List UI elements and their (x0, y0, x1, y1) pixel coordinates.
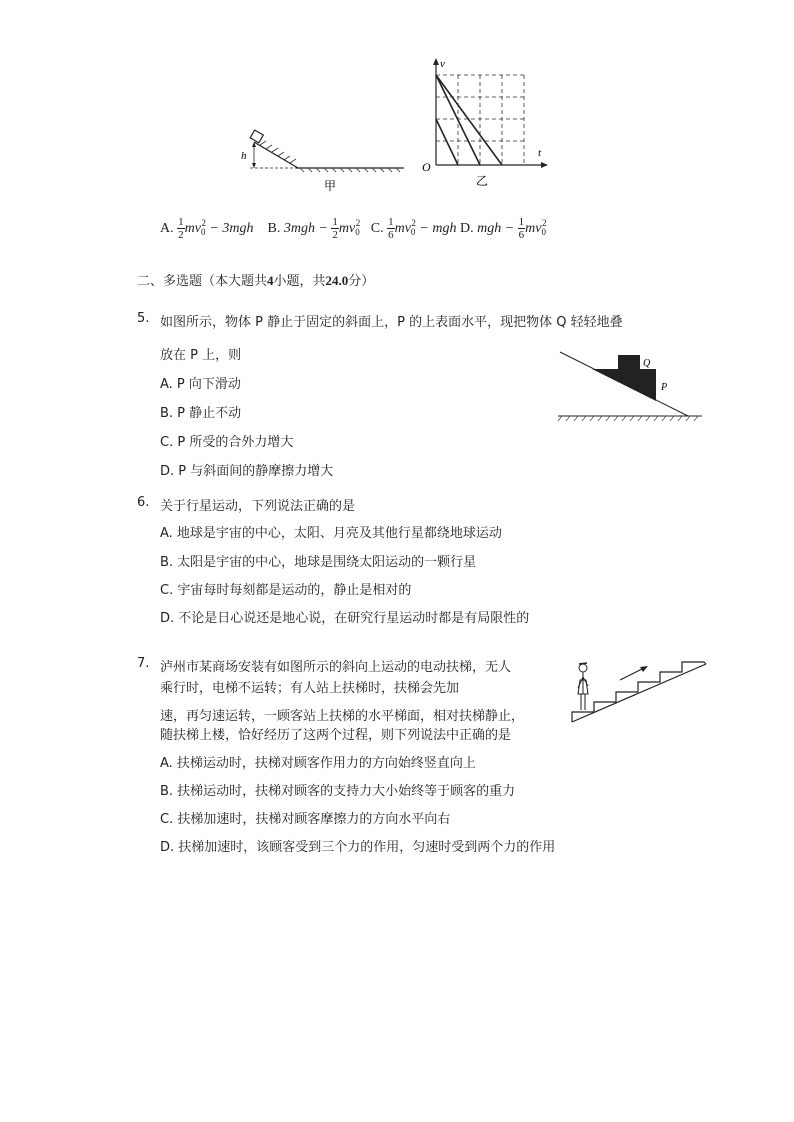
q5-number: 5. (137, 311, 150, 326)
origin-label: O (422, 160, 431, 174)
t-axis-label: t (538, 147, 542, 159)
q5-fig-p-label: P (661, 382, 668, 393)
q7-stem-line2: 乘行时，电梯不运转；有人站上扶梯时，扶梯会先加 (160, 681, 460, 696)
q5-option-d[interactable]: D. P 与斜面间的静摩擦力增大 (160, 464, 334, 479)
q4-option-c[interactable]: C. $\frac{1}{6}$ $mv_0^2$ − mgh (370, 216, 457, 241)
section-heading: 二、多选题（本大题共4小题，共24.0分） (137, 273, 375, 289)
q5-stem-line1: 如图所示，物体 P 静止于固定的斜面上，P 的上表面水平，现把物体 Q 轻轻地叠 (160, 315, 623, 330)
q6-option-c[interactable]: C. 宇宙每时每刻都是运动的，静止是相对的 (160, 583, 412, 598)
q5-option-c[interactable]: C. P 所受的合外力增大 (160, 435, 294, 450)
q5-option-b[interactable]: B. P 静止不动 (160, 406, 242, 421)
yi-caption: 乙 (476, 174, 489, 188)
q7-option-b[interactable]: B. 扶梯运动时，扶梯对顾客的支持力大小始终等于顾客的重力 (160, 784, 516, 799)
q5-fig-q-label: Q (643, 358, 651, 369)
q4-option-a[interactable]: A. $\frac{1}{2}$ $mv_0^2 - 3mgh$ (160, 216, 254, 241)
jia-caption: 甲 (324, 179, 337, 193)
h-label: h (241, 150, 247, 162)
v-axis-label: v (440, 58, 445, 70)
q7-option-c[interactable]: C. 扶梯加速时，扶梯对顾客摩擦力的方向水平向右 (160, 812, 451, 827)
q7-option-d[interactable]: D. 扶梯加速时，该顾客受到三个力的作用，匀速时受到两个力的作用 (160, 840, 556, 855)
q6-option-a[interactable]: A. 地球是宇宙的中心，太阳、月亮及其他行星都绕地球运动 (160, 526, 502, 541)
q7-stem-line3: 速，再匀速运转，一顾客站上扶梯的水平梯面，相对扶梯静止， (160, 709, 525, 724)
q5-figure (556, 348, 706, 428)
q7-stem-line1: 泸州市某商场安装有如图所示的斜向上运动的电动扶梯，无人 (160, 660, 512, 675)
q5-stem-line2: 放在 P 上，则 (160, 348, 242, 363)
q7-escalator-figure (566, 650, 716, 725)
q6-number: 6. (137, 495, 150, 510)
q4-option-d[interactable]: D. mgh − $\frac{1}{6}$ $mv_0^2$ (459, 216, 547, 241)
q7-stem-line4: 随扶梯上楼，恰好经历了这两个过程，则下列说法中正确的是 (160, 728, 512, 743)
q6-option-d[interactable]: D. 不论是日心说还是地心说，在研究行星运动时都是有局限性的 (160, 611, 530, 626)
q6-option-b[interactable]: B. 太阳是宇宙的中心，地球是围绕太阳运动的一颗行星 (160, 555, 477, 570)
figure-yi (420, 55, 560, 190)
figure-jia (236, 124, 406, 194)
q6-stem: 关于行星运动，下列说法正确的是 (160, 499, 356, 514)
q5-option-a[interactable]: A. P 向下滑动 (160, 377, 241, 392)
q7-option-a[interactable]: A. 扶梯运动时，扶梯对顾客作用力的方向始终竖直向上 (160, 756, 476, 771)
q4-options (160, 216, 547, 241)
q4-option-b[interactable]: B. 3mgh − $\frac{1}{2}$ $mv_0^2$ (267, 216, 361, 241)
q7-number: 7. (137, 656, 150, 671)
